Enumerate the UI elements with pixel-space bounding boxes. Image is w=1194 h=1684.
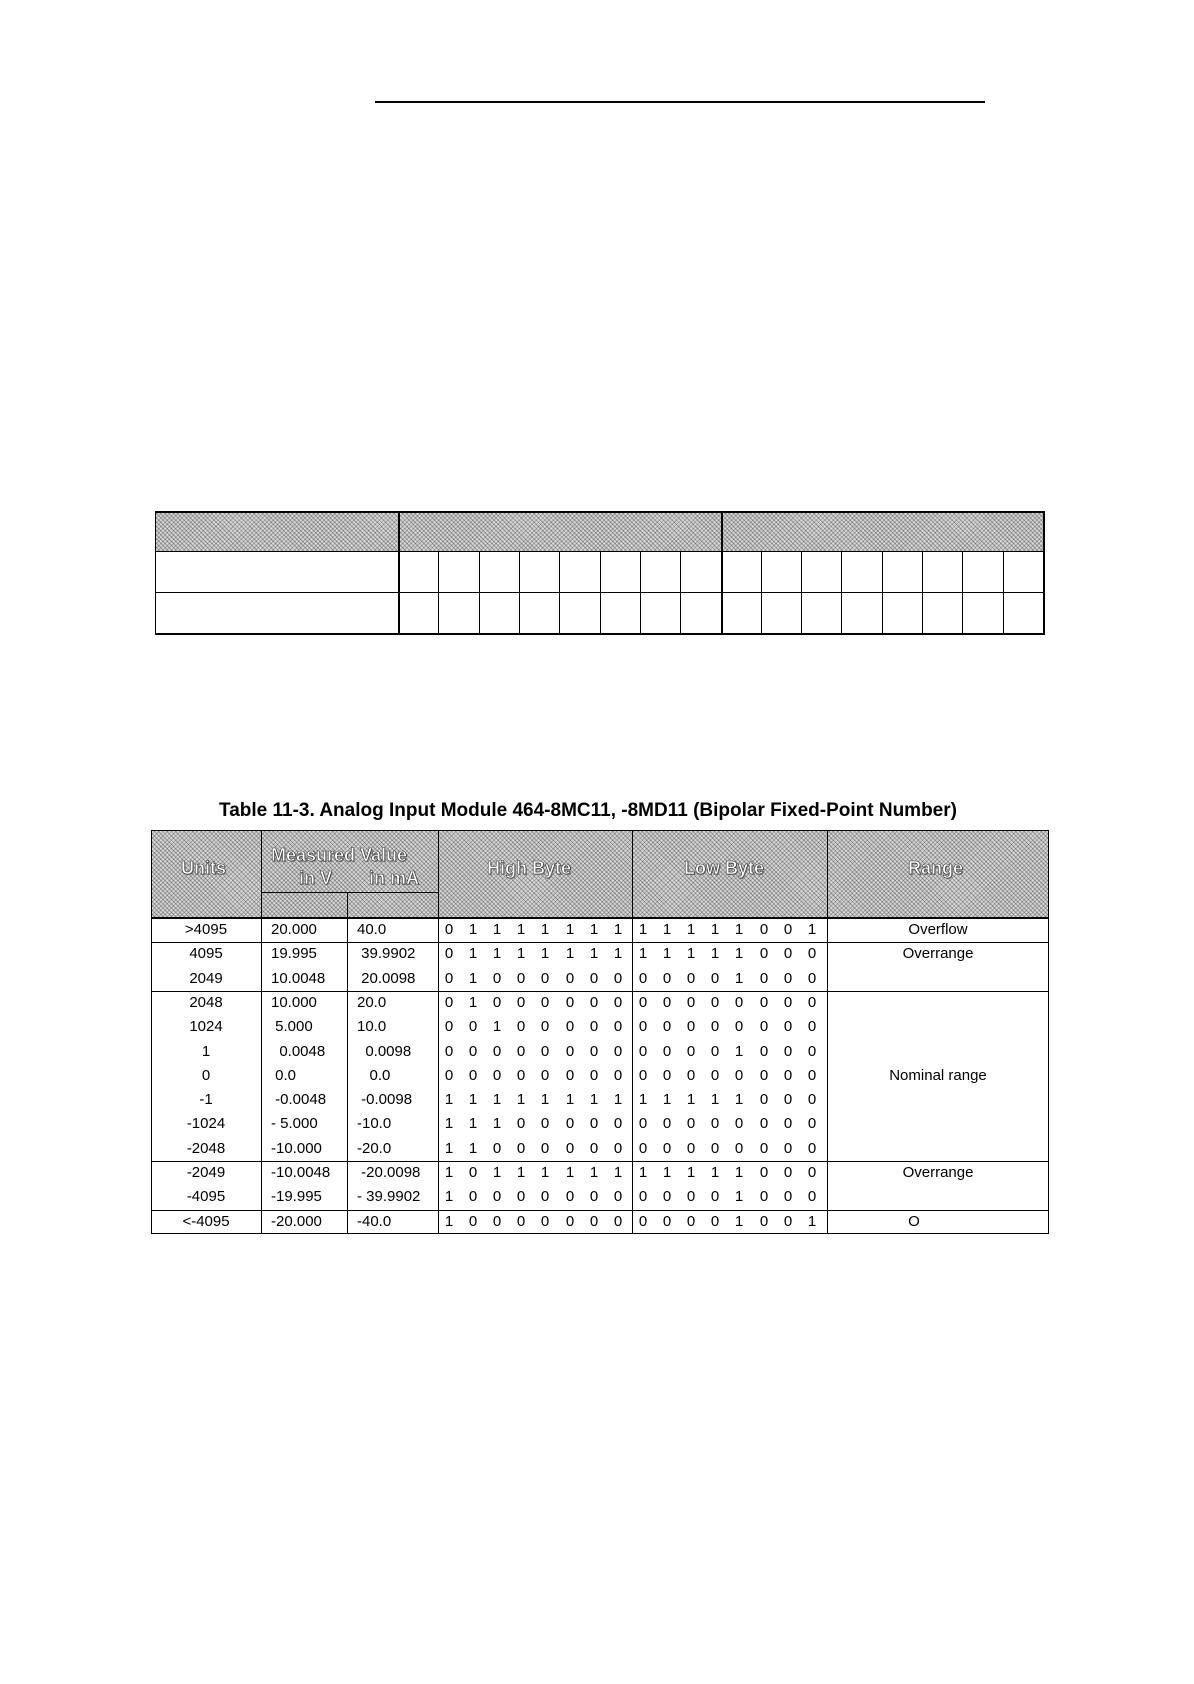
bit-cell: 0 [686, 1188, 696, 1205]
bit-cell: 1 [638, 921, 648, 938]
bit-cell: 0 [783, 1067, 793, 1084]
bit-cell: 1 [492, 1018, 502, 1035]
bit-cell: 1 [492, 921, 502, 938]
bit-cell: 1 [638, 1164, 648, 1181]
bit-cell: 0 [540, 1140, 550, 1157]
format-table-column-line [922, 552, 923, 635]
units-cell: -1 [199, 1091, 213, 1108]
milliamp-cell: 20.0098 [357, 970, 416, 987]
bit-cell: 0 [565, 970, 575, 987]
bit-cell: 0 [807, 1091, 817, 1108]
bit-cell: 0 [613, 994, 623, 1011]
bit-cell: 0 [783, 970, 793, 987]
volt-cell: -0.0048 [271, 1091, 327, 1108]
bit-cell: 1 [589, 1164, 599, 1181]
bit-cell: 0 [444, 994, 454, 1011]
bit-cell: 1 [613, 1091, 623, 1108]
table-header-column-line [261, 830, 262, 918]
bit-cell: 1 [734, 1091, 744, 1108]
format-table-column-line [600, 552, 601, 635]
bit-cell: 0 [468, 1043, 478, 1060]
format-table-column-line [398, 511, 400, 635]
bit-cell: 0 [613, 1067, 623, 1084]
bit-cell: 0 [759, 921, 769, 938]
bit-cell: 0 [613, 970, 623, 987]
bit-cell: 0 [444, 921, 454, 938]
bit-cell: 1 [710, 1164, 720, 1181]
bit-cell: 0 [734, 1115, 744, 1132]
units-cell: >4095 [184, 921, 228, 938]
bit-cell: 0 [540, 970, 550, 987]
bit-cell: 1 [565, 1164, 575, 1181]
bit-cell: 1 [734, 1213, 744, 1230]
volt-cell: 10.000 [271, 994, 317, 1011]
bit-cell: 0 [492, 994, 502, 1011]
bit-cell: 0 [710, 1213, 720, 1230]
bit-cell: 0 [613, 1140, 623, 1157]
bit-cell: 0 [444, 1018, 454, 1035]
bit-cell: 0 [492, 1213, 502, 1230]
bit-cell: 0 [662, 970, 672, 987]
bit-cell: 0 [710, 1043, 720, 1060]
bit-cell: 0 [807, 1067, 817, 1084]
bit-cell: 1 [734, 1164, 744, 1181]
bit-cell: 0 [638, 1043, 648, 1060]
bit-cell: 0 [613, 1043, 623, 1060]
bit-cell: 0 [565, 1140, 575, 1157]
table-group-divider [151, 991, 1049, 992]
table-header-bottom [151, 917, 1049, 919]
milliamp-cell: 0.0098 [357, 1043, 412, 1060]
bit-cell: 1 [734, 945, 744, 962]
bit-cell: 1 [565, 945, 575, 962]
bit-cell: 0 [807, 945, 817, 962]
table-column-line [632, 918, 633, 1234]
bit-cell: 0 [686, 1213, 696, 1230]
bit-cell: 0 [444, 970, 454, 987]
bit-cell: 0 [565, 1018, 575, 1035]
range-cell: Nominal range [889, 1067, 987, 1084]
format-table-column-line [1043, 511, 1045, 635]
table-column-line [261, 918, 262, 1234]
table-header-column-line [827, 830, 828, 918]
bit-cell: 0 [759, 1043, 769, 1060]
bit-cell: 0 [662, 1140, 672, 1157]
units-cell: 1024 [189, 1018, 223, 1035]
bit-cell: 1 [686, 945, 696, 962]
bit-cell: 0 [516, 1140, 526, 1157]
bit-cell: 0 [734, 1067, 744, 1084]
bit-cell: 0 [589, 1213, 599, 1230]
bit-cell: 0 [807, 1115, 817, 1132]
bit-cell: 1 [807, 921, 817, 938]
bit-cell: 1 [492, 1091, 502, 1108]
header-low-byte: Low Byte [684, 858, 765, 878]
bit-cell: 1 [468, 945, 478, 962]
bit-cell: 0 [638, 1140, 648, 1157]
bit-cell: 1 [444, 1213, 454, 1230]
units-cell: 2048 [189, 994, 223, 1011]
table-header-column-line [347, 892, 348, 918]
bit-cell: 1 [734, 1043, 744, 1060]
volt-cell: -10.000 [271, 1140, 322, 1157]
format-table-column-line [479, 552, 480, 635]
bit-cell: 0 [686, 970, 696, 987]
header-units: Units [181, 858, 226, 878]
bit-cell: 0 [516, 1115, 526, 1132]
bit-cell: 0 [468, 1164, 478, 1181]
bit-cell: 1 [444, 1164, 454, 1181]
bit-cell: 1 [613, 945, 623, 962]
volt-cell: 0.0 [271, 1067, 297, 1084]
bit-cell: 0 [540, 1067, 550, 1084]
bit-cell: 0 [444, 1043, 454, 1060]
units-cell: -2048 [186, 1140, 226, 1157]
bit-cell: 0 [807, 1018, 817, 1035]
bit-cell: 0 [662, 994, 672, 1011]
format-table-column-line [882, 552, 883, 635]
range-cell: Overrange [902, 945, 974, 962]
bit-cell: 0 [783, 1188, 793, 1205]
bit-cell: 1 [613, 1164, 623, 1181]
bit-cell: 0 [759, 1018, 769, 1035]
bit-cell: 0 [589, 1188, 599, 1205]
bit-cell: 0 [783, 1091, 793, 1108]
bit-cell: 0 [759, 1091, 769, 1108]
bit-cell: 0 [759, 994, 769, 1011]
bit-cell: 0 [492, 1043, 502, 1060]
volt-cell: 10.0048 [271, 970, 326, 987]
table-header-column-line [438, 830, 439, 918]
bit-cell: 0 [540, 1188, 550, 1205]
bit-cell: 0 [589, 994, 599, 1011]
bit-cell: 0 [734, 1018, 744, 1035]
range-cell: Overrange [902, 1164, 974, 1181]
format-table-column-line [155, 511, 156, 635]
format-table [155, 511, 1045, 635]
format-table-column-line [1003, 552, 1004, 635]
bit-cell: 0 [807, 1043, 817, 1060]
units-cell: 2049 [189, 970, 223, 987]
bit-cell: 0 [468, 1018, 478, 1035]
bit-cell: 1 [492, 1164, 502, 1181]
bit-cell: 1 [638, 1091, 648, 1108]
bit-cell: 0 [540, 1115, 550, 1132]
bit-cell: 0 [783, 1213, 793, 1230]
bit-cell: 1 [540, 1091, 550, 1108]
bit-cell: 1 [710, 945, 720, 962]
bit-cell: 0 [540, 1018, 550, 1035]
format-table-column-line [438, 552, 439, 635]
milliamp-cell: 10.0 [357, 1018, 387, 1035]
header-high-byte: High Byte [487, 858, 572, 878]
bit-cell: 0 [686, 1067, 696, 1084]
bit-cell: 0 [686, 1043, 696, 1060]
bit-cell: 0 [565, 1043, 575, 1060]
format-table-column-line [841, 552, 842, 635]
bit-cell: 0 [516, 970, 526, 987]
bit-cell: 1 [540, 921, 550, 938]
bit-cell: 1 [492, 945, 502, 962]
format-table-column-line [559, 552, 560, 635]
bit-cell: 1 [662, 1091, 672, 1108]
bit-cell: 0 [759, 945, 769, 962]
format-table-column-line [761, 552, 762, 635]
milliamp-cell: 20.0 [357, 994, 387, 1011]
bit-cell: 0 [565, 1213, 575, 1230]
bit-cell: 0 [759, 1213, 769, 1230]
bit-cell: 1 [468, 994, 478, 1011]
bit-cell: 1 [638, 945, 648, 962]
bit-cell: 0 [589, 1018, 599, 1035]
bit-cell: 0 [759, 1164, 769, 1181]
header-range: Range [908, 858, 964, 878]
milliamp-cell: -20.0098 [357, 1164, 421, 1181]
bit-cell: 0 [589, 1067, 599, 1084]
bit-cell: 0 [686, 1140, 696, 1157]
bit-cell: 1 [662, 921, 672, 938]
bit-cell: 0 [516, 994, 526, 1011]
bit-cell: 1 [444, 1091, 454, 1108]
bit-cell: 0 [638, 1188, 648, 1205]
header-in-ma: in mA [369, 868, 420, 888]
bit-cell: 0 [589, 1043, 599, 1060]
units-cell: 0 [201, 1067, 211, 1084]
table-column-line [438, 918, 439, 1234]
table-border-top [151, 830, 1049, 831]
bit-cell: 0 [565, 1067, 575, 1084]
bit-cell: 1 [444, 1140, 454, 1157]
bit-cell: 0 [734, 994, 744, 1011]
bit-cell: 0 [638, 970, 648, 987]
header-measured-value: Measured Value [271, 845, 408, 865]
bit-cell: 0 [686, 1115, 696, 1132]
milliamp-cell: 40.0 [357, 921, 387, 938]
bit-cell: 0 [686, 1018, 696, 1035]
bit-cell: 1 [710, 1091, 720, 1108]
volt-cell: -20.000 [271, 1213, 322, 1230]
bit-cell: 1 [444, 1115, 454, 1132]
bit-cell: 0 [807, 970, 817, 987]
bit-cell: 0 [468, 1213, 478, 1230]
bit-cell: 1 [516, 1091, 526, 1108]
bit-cell: 1 [516, 1164, 526, 1181]
bit-cell: 1 [710, 921, 720, 938]
bit-cell: 1 [468, 921, 478, 938]
format-table-column-line [721, 511, 723, 635]
bit-cell: 0 [783, 1164, 793, 1181]
bit-cell: 0 [492, 1188, 502, 1205]
bit-cell: 0 [783, 1043, 793, 1060]
milliamp-cell: -10.0 [357, 1115, 392, 1132]
bit-cell: 0 [783, 1115, 793, 1132]
bit-cell: 0 [759, 1067, 769, 1084]
volt-cell: 19.995 [271, 945, 317, 962]
milliamp-cell: -20.0 [357, 1140, 392, 1157]
bit-cell: 0 [783, 921, 793, 938]
bit-cell: 0 [734, 1140, 744, 1157]
bit-cell: 0 [662, 1188, 672, 1205]
bit-cell: 0 [516, 1043, 526, 1060]
bit-cell: 0 [710, 1140, 720, 1157]
bit-cell: 1 [468, 970, 478, 987]
bit-cell: 1 [662, 945, 672, 962]
bit-cell: 0 [589, 1140, 599, 1157]
bit-cell: 0 [444, 1067, 454, 1084]
bit-cell: 0 [492, 970, 502, 987]
bit-cell: 0 [638, 994, 648, 1011]
format-table-column-line [519, 552, 520, 635]
bit-cell: 0 [759, 1115, 769, 1132]
volt-cell: 0.0048 [271, 1043, 326, 1060]
bit-cell: 0 [565, 994, 575, 1011]
bit-cell: 1 [565, 921, 575, 938]
volt-cell: -19.995 [271, 1188, 322, 1205]
bit-cell: 0 [638, 1067, 648, 1084]
units-cell: <-4095 [182, 1213, 230, 1230]
bit-cell: 0 [710, 1115, 720, 1132]
bit-cell: 0 [807, 1140, 817, 1157]
bit-cell: 0 [492, 1067, 502, 1084]
bit-cell: 0 [710, 994, 720, 1011]
bit-cell: 0 [516, 1188, 526, 1205]
bit-cell: 1 [734, 921, 744, 938]
bit-cell: 1 [565, 1091, 575, 1108]
table-header-subline [261, 892, 438, 893]
bit-cell: 1 [662, 1164, 672, 1181]
bit-cell: 0 [540, 994, 550, 1011]
bit-cell: 0 [662, 1213, 672, 1230]
bit-cell: 0 [662, 1043, 672, 1060]
bit-cell: 1 [734, 970, 744, 987]
bit-cell: 1 [468, 1140, 478, 1157]
table-column-line [347, 918, 348, 1234]
bit-cell: 1 [613, 921, 623, 938]
units-cell: -2049 [186, 1164, 226, 1181]
table-group-divider [151, 942, 1049, 943]
bit-cell: 1 [516, 921, 526, 938]
bit-cell: 0 [783, 1018, 793, 1035]
milliamp-cell: 39.9902 [357, 945, 416, 962]
bit-cell: 0 [468, 1188, 478, 1205]
units-cell: 4095 [189, 945, 223, 962]
bit-cell: 1 [540, 945, 550, 962]
bit-cell: 0 [589, 1115, 599, 1132]
units-cell: -1024 [186, 1115, 226, 1132]
bit-cell: 0 [710, 1018, 720, 1035]
table-border-bottom [151, 1233, 1049, 1234]
bit-cell: 1 [516, 945, 526, 962]
bit-cell: 1 [444, 1188, 454, 1205]
milliamp-cell: 0.0 [357, 1067, 391, 1084]
bit-cell: 0 [807, 1188, 817, 1205]
bit-cell: 0 [613, 1188, 623, 1205]
bit-cell: 0 [638, 1115, 648, 1132]
volt-cell: 5.000 [271, 1018, 313, 1035]
bit-cell: 0 [662, 1018, 672, 1035]
bit-cell: 1 [468, 1091, 478, 1108]
bit-cell: 1 [468, 1115, 478, 1132]
bit-cell: 0 [565, 1115, 575, 1132]
bit-cell: 1 [589, 945, 599, 962]
bit-cell: 0 [540, 1043, 550, 1060]
bit-cell: 0 [638, 1213, 648, 1230]
volt-cell: 20.000 [271, 921, 317, 938]
bit-cell: 0 [783, 1140, 793, 1157]
bit-cell: 0 [710, 1188, 720, 1205]
bit-cell: 0 [540, 1213, 550, 1230]
table-caption: Table 11-3. Analog Input Module 464-8MC11, -8MD11 (Bipolar Fixed-Point Number) [219, 800, 957, 821]
bit-cell: 0 [492, 1140, 502, 1157]
milliamp-cell: - 39.9902 [357, 1188, 421, 1205]
bit-cell: 0 [783, 994, 793, 1011]
header-rule [375, 101, 985, 103]
format-table-column-line [962, 552, 963, 635]
bit-cell: 0 [662, 1115, 672, 1132]
bit-cell: 0 [516, 1213, 526, 1230]
bit-cell: 0 [468, 1067, 478, 1084]
bit-cell: 0 [662, 1067, 672, 1084]
bit-cell: 0 [516, 1067, 526, 1084]
format-table-column-line [640, 552, 641, 635]
bit-cell: 0 [686, 994, 696, 1011]
bit-cell: 0 [589, 970, 599, 987]
bit-cell: 0 [516, 1018, 526, 1035]
bit-cell: 1 [686, 1164, 696, 1181]
milliamp-cell: -0.0098 [357, 1091, 413, 1108]
table-group-divider [151, 1161, 1049, 1162]
milliamp-cell: -40.0 [357, 1213, 392, 1230]
range-cell: O [908, 1213, 920, 1230]
table-group-divider [151, 1210, 1049, 1211]
volt-cell: -10.0048 [271, 1164, 331, 1181]
data-table [151, 830, 1049, 1234]
bit-cell: 0 [759, 970, 769, 987]
bit-cell: 0 [613, 1115, 623, 1132]
units-cell: -4095 [186, 1188, 226, 1205]
volt-cell: - 5.000 [271, 1115, 318, 1132]
table-header-column-line [632, 830, 633, 918]
bit-cell: 1 [492, 1115, 502, 1132]
bit-cell: 0 [759, 1188, 769, 1205]
subheader-v [261, 892, 347, 918]
bit-cell: 1 [734, 1188, 744, 1205]
bit-cell: 1 [807, 1213, 817, 1230]
bit-cell: 0 [613, 1213, 623, 1230]
range-cell: Overflow [908, 921, 968, 938]
bit-cell: 1 [589, 921, 599, 938]
bit-cell: 1 [540, 1164, 550, 1181]
units-cell: 1 [201, 1043, 211, 1060]
format-table-column-line [680, 552, 681, 635]
bit-cell: 0 [613, 1018, 623, 1035]
bit-cell: 0 [710, 1067, 720, 1084]
bit-cell: 1 [589, 1091, 599, 1108]
bit-cell: 0 [638, 1018, 648, 1035]
bit-cell: 0 [710, 970, 720, 987]
bit-cell: 0 [565, 1188, 575, 1205]
format-table-column-line [801, 552, 802, 635]
bit-cell: 0 [807, 1164, 817, 1181]
bit-cell: 0 [759, 1140, 769, 1157]
bit-cell: 1 [686, 1091, 696, 1108]
bit-cell: 0 [807, 994, 817, 1011]
header-in-v: in V [299, 868, 333, 888]
bit-cell: 0 [783, 945, 793, 962]
bit-cell: 0 [444, 945, 454, 962]
bit-cell: 1 [686, 921, 696, 938]
